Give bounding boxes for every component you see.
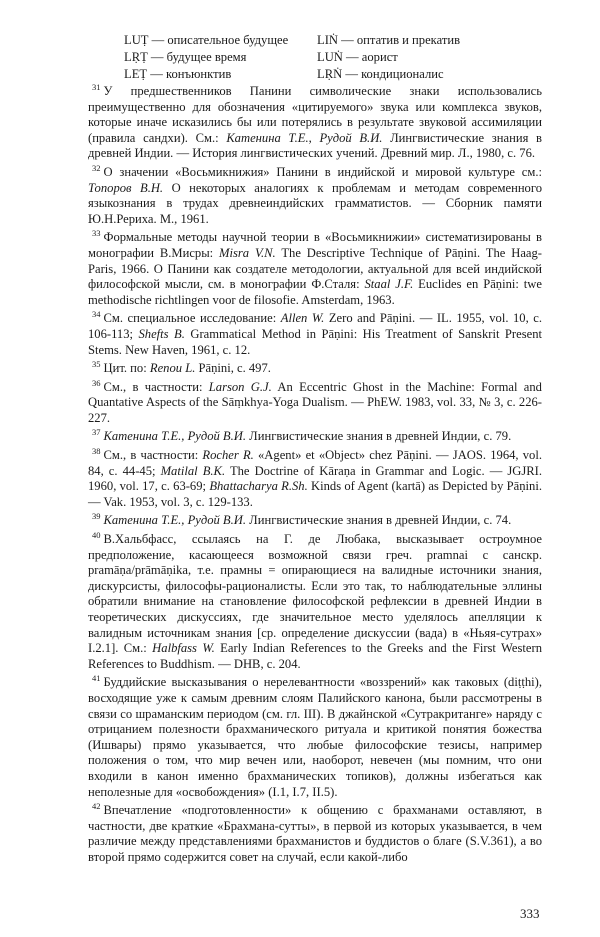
note-text: Лингвистические знания в древней Индии. — История лингвистических учений. Древний мир. Л., 1980, с. 76. [88, 130, 543, 161]
note-text: О некоторых аналогиях к проблемам и методам современного языкознания в трудах древнеиндийских грамматистов. — Сборник памяти Ю.Н.Рериха. М., 1961. [88, 180, 543, 226]
note-number: 40 [92, 529, 101, 540]
note-text: «Agent» et «Object» chez Pāṇini. — JAOS. 1964, vol. 84, c. 44-45; [88, 448, 542, 478]
note-text: Euclides en Pāṇini: twe methodische richtlingen voor de filosofie. Amsterdam, 1963. [88, 277, 542, 307]
note-text: Лингвистические знания в древней Индии, с. 79. [246, 429, 512, 444]
cited-author: Катенина Т.Е., Рудой В.И. [103, 429, 247, 444]
term-right: LṚṄ — кондиционалис [317, 67, 444, 81]
term-right: LIṄ — оптатив и прекатив [317, 33, 461, 47]
note-text: The Descriptive Technique of Pāṇini. The Haag-Paris, 1966. О Панини как создателе методологии, актуальной для всей индийской философской мысли, см. в монографии Ф.Сталя: [88, 245, 542, 292]
endnote-42 [88, 800, 542, 865]
note-number: 35 [92, 358, 101, 369]
note-number: 38 [92, 445, 101, 456]
cited-author: Shefts B. [138, 326, 185, 341]
endnote-38 [88, 445, 543, 510]
endnote-41 [88, 675, 542, 800]
page-number: 333 [520, 906, 540, 921]
note-text: The Doctrine of Kāraṇa in Grammar and Logic. — JGJRI. 1960, vol. 17, c. 63-69; [88, 463, 543, 494]
note-number: 41 [92, 673, 101, 684]
endnote-39 [88, 513, 542, 529]
note-text: Pāṇini, c. 497. [195, 361, 271, 376]
note-number: 34 [92, 309, 101, 320]
endnote-37 [88, 429, 542, 445]
note-text: См. специальное исследование: [103, 311, 281, 326]
cited-author: Катенина Т.Е., Рудой В.И. [226, 130, 383, 145]
note-text: Впечатление «подготовленности» к общению с брахманами оставляют, в частности, две краткие «Брахмана-сутты», в первой из которых указывается, в чем различие между представлениями брахманистов и буддистов о благе (S.V.361), а во второй прямо содержится совет на случай, если какой-либо [88, 803, 542, 864]
note-number: 37 [92, 427, 101, 438]
cited-author: Larson G.J. [208, 379, 272, 394]
term-left: LṚṬ — будущее время [124, 50, 247, 64]
note-text: В.Хальбфасс, ссылаясь на Г. де Любака, высказывает остроумное предположение, касающееся возможной связи греч. pramnai с санскр. pramāṇa/prāmāṇika, т.е. прамны = опирающиеся на валидные источники знания, дискурсисты, философы-рационалисты. Если это так, то наблюдательные эллины обратили внимание на становление философской рефлексии в древней Индии в теоретических дискуссиях, где значительное место уделялось апелляции к валидным источникам знания [ср. определение дискуссии (вада) в «Ньяя-сутрах» I.2.1]. См.: [88, 532, 542, 656]
note-text: См., в частности: [103, 448, 203, 463]
endnote-40 [88, 529, 543, 672]
note-text: Kinds of Agent (kartā) as Depicted by Pāṇini. — Vak. 1953, vol. 3, c. 129-133. [88, 479, 543, 509]
note-number: 36 [92, 377, 101, 388]
note-number: 32 [92, 162, 101, 173]
endnote-36 [88, 377, 542, 427]
note-number: 31 [92, 81, 101, 92]
cited-author: Катенина Т.Е., Рудой В.И. [103, 513, 247, 528]
note-text: Цит. по: [103, 361, 150, 376]
cited-author: Misra V.N. [219, 245, 276, 260]
cited-author: Rocher R. [202, 448, 254, 463]
note-text: Лингвистические знания в древней Индии, с. 74. [246, 513, 512, 528]
note-text: Zero and Pāṇini. — IL. 1955, vol. 10, c. 106-113; [88, 311, 542, 341]
note-number: 33 [92, 228, 101, 239]
endnote-34 [88, 311, 542, 358]
note-number: 39 [92, 511, 101, 522]
note-text: См., в частности: [103, 379, 209, 394]
cited-author: Matilal B.K. [160, 463, 226, 478]
note-text: Формальные методы научной теории в «Восьмикнижии» систематизированы в монографии В.Мисры: [88, 230, 542, 260]
cited-author: Renou L. [149, 361, 196, 376]
lakara-term-table [124, 32, 484, 83]
note-text: Буддийские высказывания о нерелевантности «воззрений» как таковых (diṭṭhi), восходящие уже к самым древним слоям Палийского канона, были рассмотрены в связи со шраманским периодом (см. гл. III). В джайнской «Сутракританге» наряду с отрицанием полезности брахманического ритуала и критикой понятия божества (Ишвары) прямо указывается, что любые философские тезисы, например положения о том, что мир вечен или, наоборот, невечен (мы помним, что они входили в канон именно брахманических топиков), должны избегаться как неполезные для «освобождения» (I.1, I.7, II.5). [88, 675, 542, 799]
note-text: У предшественников Панини символические знаки использовались преимущественно для обозначения «цитируемого» звука или комплекса звуков, которые иначе исказились бы или потерялись в результате звуковой ассимиляции (правила сандхи). См.: [88, 84, 542, 145]
cited-author: Halbfass W. [152, 641, 215, 656]
note-text: О значении «Восьмикнижия» Панини в индийской и мировой культуре см.: [103, 164, 542, 179]
note-number: 42 [92, 800, 101, 811]
note-text: Early Indian References to the Greeks and the First Western References to Buddhism. — DHB, c. 204. [88, 641, 543, 671]
cited-author: Bhattacharya R.Sh. [209, 479, 308, 494]
endnote-35 [88, 358, 542, 377]
term-left: LEṬ — конъюнктив [124, 67, 232, 81]
note-text: An Eccentric Ghost in the Machine: Formal and Quantative Aspects of the Sāṃkhya-Yoga Dualism. — PhEW. 1983, vol. 33, № 3, c. 226-227. [88, 379, 542, 425]
endnote-33 [88, 230, 542, 308]
cited-author: Staal J.F. [364, 277, 414, 292]
endnote-31 [88, 81, 543, 162]
term-left: LUṬ — описательное будущее [124, 33, 289, 47]
endnote-32 [88, 162, 543, 227]
note-text: Grammatical Method in Pāṇini: His Treatment of Sanskrit Present Stems. New Haven, 1961, c. 12. [88, 326, 542, 357]
endnotes [88, 81, 543, 869]
term-right: LUṄ — аорист [317, 50, 398, 64]
term-row [124, 32, 484, 49]
cited-author: Топоров В.Н. [88, 180, 164, 195]
term-row [124, 66, 484, 83]
cited-author: Allen W. [280, 311, 325, 326]
term-row [124, 49, 484, 66]
